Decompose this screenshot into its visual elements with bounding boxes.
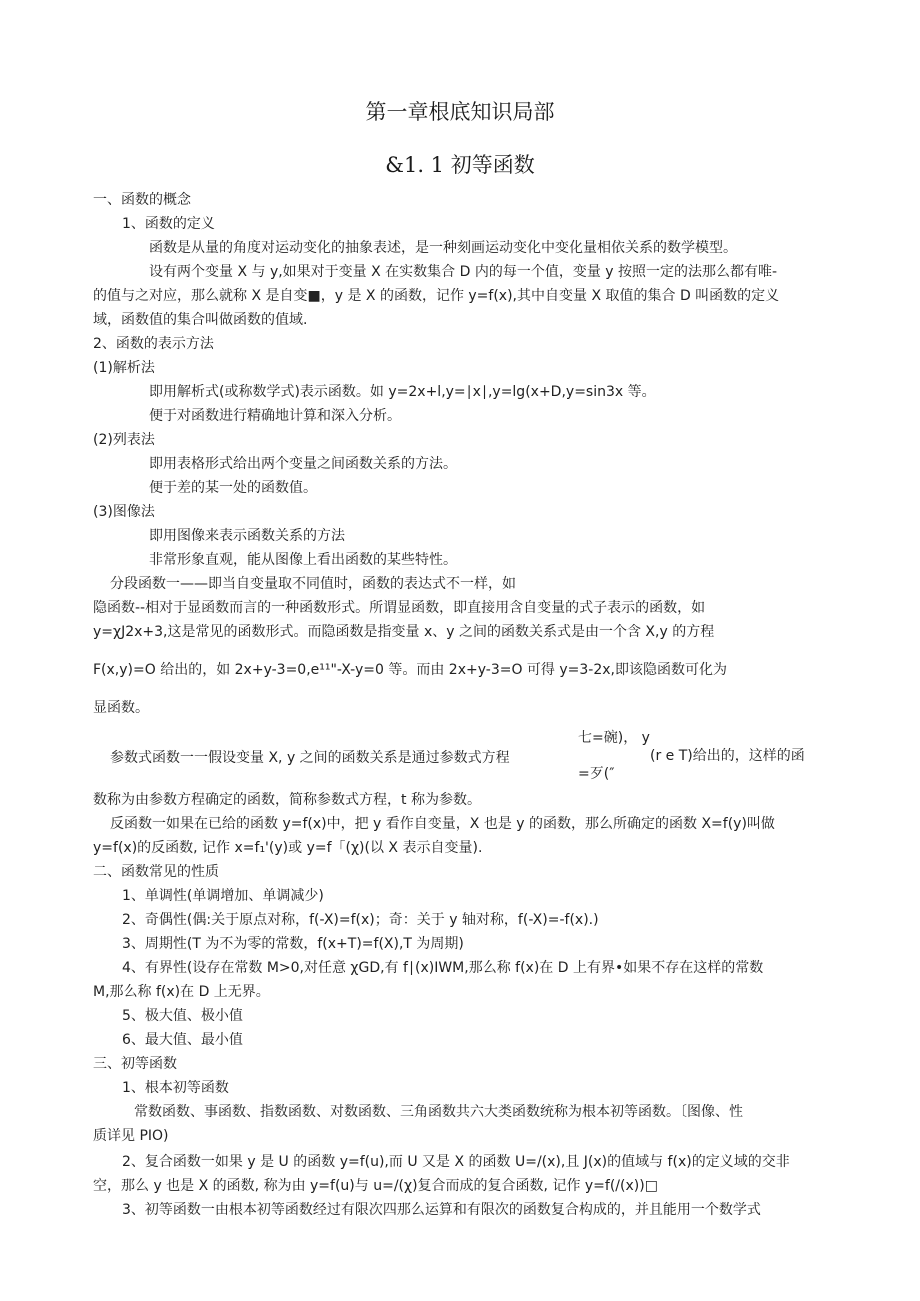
subheading-definition: 1、函数的定义 <box>122 216 215 232</box>
heading-elementary: 三、初等函数 <box>93 1056 177 1072</box>
paragraph-line: 常数函数、事函数、指数函数、对数函数、三角函数共六大类函数统称为根本初等函数。〔图像、性 <box>134 1104 743 1120</box>
paragraph-line: 便于对函数进行精确地计算和深入分析。 <box>149 408 401 424</box>
parametric-equation-top: 七=碗)， y <box>578 730 650 746</box>
paragraph-line: 域，函数值的集合叫做函数的值域. <box>93 312 308 328</box>
paragraph-line: 非常形象直观，能从图像上看出函数的某些特性。 <box>149 552 457 568</box>
heading-concept: 一、函数的概念 <box>93 192 191 208</box>
property-item: 6、最大值、最小值 <box>122 1032 243 1048</box>
paragraph-parametric: 参数式函数一一假设变量 X, y 之间的函数关系是通过参数式方程 <box>110 750 510 766</box>
paragraph-line: 质详见 PIO) <box>93 1128 169 1144</box>
subheading-analytic: (1)解析法 <box>93 360 155 376</box>
paragraph-line: 即用图像来表示函数关系的方法 <box>149 528 345 544</box>
paragraph-line: y=f(x)的反函数, 记作 x=f₁'(y)或 y=f「(χ)(以 X 表示自变量). <box>93 840 483 856</box>
paragraph-line: 便于差的某一处的函数值。 <box>149 480 317 496</box>
heading-properties: 二、函数常见的性质 <box>93 864 219 880</box>
paragraph-line: F(x,y)=O 给出的，如 2x+y-3=0,e¹¹"-X-y=0 等。而由 2x+y-3=O 可得 y=3-2x,即该隐函数可化为 <box>93 662 727 678</box>
property-item: 5、极大值、极小值 <box>122 1008 243 1024</box>
paragraph-piecewise: 分段函数一——即当自变量取不同值时，函数的表达式不一样，如 <box>110 576 516 592</box>
paragraph-line: M,那么称 f(x)在 D 上无界。 <box>93 984 270 1000</box>
property-item: 4、有界性(设存在常数 M>0,对任意 χGD,有 f∣(x)IWM,那么称 f(x)在 D 上有界•如果不存在这样的常数 <box>122 960 764 976</box>
paragraph-line: y=χJ2x+3,这是常见的函数形式。而隐函数是指变量 x、y 之间的函数关系式是由一个含 X,y 的方程 <box>93 624 715 640</box>
subheading-representation: 2、函数的表示方法 <box>93 336 214 352</box>
chapter-title: 第一章根底知识局部 <box>365 100 555 124</box>
paragraph-line: 显函数。 <box>93 700 149 716</box>
paragraph-line: 空，那么 y 也是 X 的函数, 称为由 y=f(u)与 u=/(χ)复合而成的复合函数, 记作 y=f(/(x))□ <box>93 1178 658 1194</box>
paragraph-line: 即用表格形式给出两个变量之间函数关系的方法。 <box>149 456 457 472</box>
property-item: 3、周期性(T 为不为零的常数，f(x+T)=f(X),T 为周期) <box>122 936 464 952</box>
parametric-equation-tail: (r e T)给出的，这样的函 <box>650 748 805 764</box>
subheading-table: (2)列表法 <box>93 432 155 448</box>
property-item: 2、奇偶性(偶:关于原点对称，f(-X)=f(x)；奇：关于 y 轴对称，f(-X)=-f(x).) <box>122 912 599 928</box>
paragraph-implicit: 隐函数--相对于显函数而言的一种函数形式。所谓显函数，即直接用含自变量的式子表示的函数，如 <box>93 600 706 616</box>
subheading-basic-elementary: 1、根本初等函数 <box>122 1080 229 1096</box>
paragraph-line: 数称为由参数方程确定的函数，简称参数式方程，t 称为参数。 <box>93 792 481 808</box>
section-title: &1. 1 初等函数 <box>385 153 535 177</box>
paragraph-inverse: 反函数一如果在已给的函数 y=f(x)中，把 y 看作自变量，X 也是 y 的函数，那么所确定的函数 X=f(y)叫做 <box>110 816 775 832</box>
paragraph-line: 的值与之对应，那么就称 X 是自变■，y 是 X 的函数，记作 y=f(x),其中自变量 X 取值的集合 D 叫函数的定义 <box>93 288 780 304</box>
subheading-graph: (3)图像法 <box>93 504 155 520</box>
parametric-equation-bottom: =歹(″ <box>578 766 615 782</box>
paragraph-line: 函数是从量的角度对运动变化的抽象表述，是一种刻画运动变化中变化量相依关系的数学模型。 <box>149 240 737 256</box>
paragraph-line: 设有两个变量 X 与 y,如果对于变量 X 在实数集合 D 内的每一个值，变量 y 按照一定的法那么都有唯- <box>149 264 778 280</box>
paragraph-line: 即用解析式(或称数学式)表示函数。如 y=2x+l,y=∣x∣,y=lg(x+D,y=sin3x 等。 <box>149 384 656 400</box>
paragraph-composite: 2、复合函数一如果 y 是 U 的函数 y=f(u),而 U 又是 X 的函数 U=/(x),且 J(x)的值域与 f(x)的定义域的交非 <box>122 1154 790 1170</box>
property-item: 1、单调性(单调增加、单调减少) <box>122 888 324 904</box>
paragraph-elementary: 3、初等函数一由根本初等函数经过有限次四那么运算和有限次的函数复合构成的，并且能用一个数学式 <box>122 1202 761 1218</box>
